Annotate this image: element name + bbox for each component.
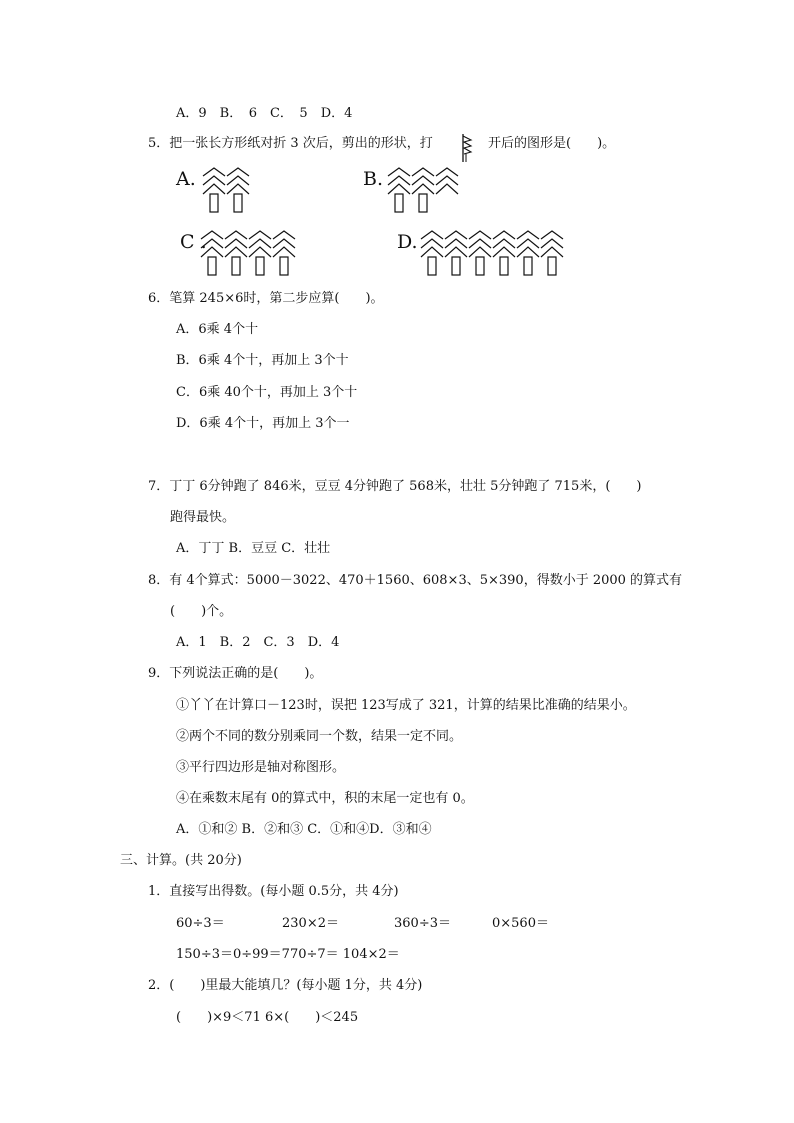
q8-options: A．1 B．2 C．3 D．4 xyxy=(176,635,340,650)
q7-stem-line2: 跑得最快。 xyxy=(170,510,236,525)
q8-stem-line1: 8．有 4个算式：5000－3022、470＋1560、608×3、5×390，得数小于 2000 的算式有 xyxy=(148,573,683,588)
calc-item-1: 60÷3＝ xyxy=(176,916,225,931)
calc-row-2: 150÷3＝0÷99＝770÷7＝ 104×2＝ xyxy=(176,947,400,962)
tree-shape xyxy=(412,168,434,212)
tree-shape xyxy=(445,231,467,275)
tree-shape xyxy=(517,231,539,275)
q9-statement-2: ②两个不同的数分别乘同一个数，结果一定不同。 xyxy=(176,729,463,744)
q7-options: A．丁丁 B．豆豆 C．壮壮 xyxy=(176,541,331,556)
q6-option-c: C．6乘 40个十，再加上 3个十 xyxy=(176,385,358,400)
calc-item-3: 360÷3＝ xyxy=(394,916,451,931)
tree-shape xyxy=(203,168,225,212)
tree-shape xyxy=(201,231,223,275)
q9-statement-3: ③平行四边形是轴对称图形。 xyxy=(176,760,346,775)
q5-option-c-trees xyxy=(200,229,300,277)
tree-shape xyxy=(436,168,458,194)
q6-option-d: D．6乘 4个十，再加上 3个一 xyxy=(176,416,350,431)
q5-option-a-trees xyxy=(202,166,262,214)
q5-option-d-label: D. xyxy=(397,231,418,253)
tree-shape xyxy=(227,168,249,212)
q9-statement-1: ①丫丫在计算口－123时，误把 123写成了 321，计算的结果比准确的结果小。 xyxy=(176,698,636,713)
q5-option-b-label: B. xyxy=(363,168,384,190)
fill-row-1: ( )×9＜71 6×( )＜245 xyxy=(176,1010,359,1025)
tree-shape xyxy=(225,231,247,275)
q5-option-d-trees xyxy=(420,229,570,277)
q5-option-c-label: C . xyxy=(180,231,207,253)
tree-shape xyxy=(249,231,271,275)
q5-stem-after: 开后的图形是( )。 xyxy=(488,136,616,151)
q4-options: A．9 B． 6 C． 5 D．4 xyxy=(176,106,353,121)
q6-option-b: B．6乘 4个十，再加上 3个十 xyxy=(176,353,349,368)
calc-item-4: 0×560＝ xyxy=(492,916,549,931)
calc-item-2: 230×2＝ xyxy=(282,916,339,931)
section3-p2-title: 2．( )里最大能填几？(每小题 1分，共 4分) xyxy=(148,978,423,993)
tree-shape xyxy=(541,231,563,275)
q9-statement-4: ④在乘数末尾有 0的算式中，积的末尾一定也有 0。 xyxy=(176,791,474,806)
q5-stem-before: 5．把一张长方形纸对折 3 次后，剪出的形状，打 xyxy=(148,136,433,151)
q6-option-a: A．6乘 4个十 xyxy=(176,322,259,337)
tree-shape xyxy=(469,231,491,275)
q6-stem: 6．笔算 245×6时，第二步应算( )。 xyxy=(148,291,384,306)
q9-options: A．①和② B．②和③ C．①和④D．③和④ xyxy=(176,822,432,837)
q5-option-b-trees xyxy=(387,166,447,214)
q9-stem: 9．下列说法正确的是( )。 xyxy=(148,666,323,681)
section3-p1-title: 1．直接写出得数。(每小题 0.5分，共 4分) xyxy=(148,884,399,899)
tree-shape xyxy=(273,231,295,275)
q5-option-a-label: A. xyxy=(176,168,196,190)
tree-shape xyxy=(421,231,443,275)
q8-stem-line2: ( )个。 xyxy=(170,604,233,619)
section3-heading: 三、计算。(共 20分) xyxy=(120,853,242,868)
tree-shape xyxy=(388,168,410,212)
folded-paper-cutout-icon xyxy=(460,133,474,163)
tree-shape xyxy=(493,231,515,275)
q7-stem-line1: 7．丁丁 6分钟跑了 846米，豆豆 4分钟跑了 568米，壮壮 5分钟跑了 715米，( ) xyxy=(148,479,642,494)
